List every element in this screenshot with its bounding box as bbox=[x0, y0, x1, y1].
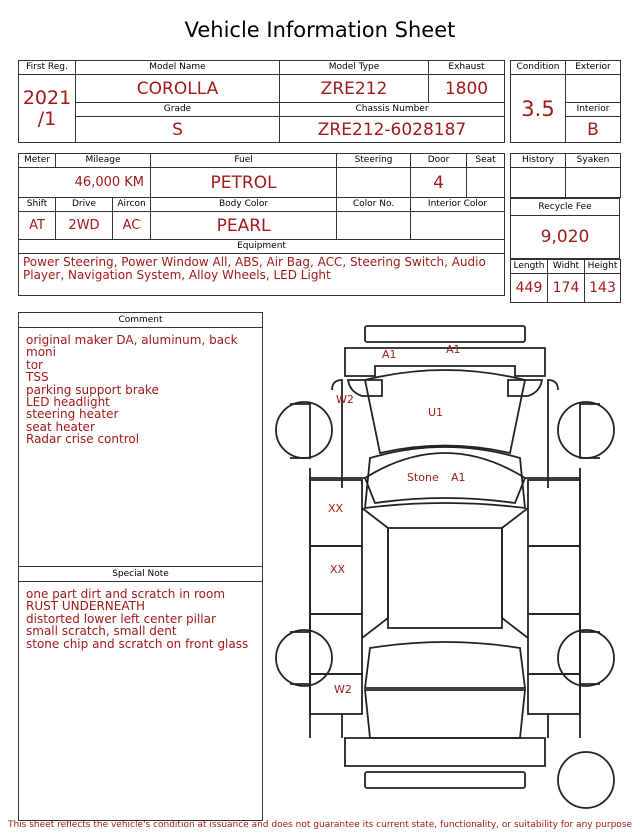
body-sides bbox=[310, 468, 580, 738]
damage-mark-glass-stone: Stone bbox=[407, 471, 439, 484]
rear-window bbox=[365, 642, 525, 688]
left-side-windows bbox=[362, 508, 388, 638]
damage-mark-door-1: XX bbox=[328, 502, 344, 515]
right-side-windows bbox=[502, 508, 528, 638]
left-front-door bbox=[310, 546, 362, 614]
grade-value: S bbox=[76, 117, 280, 143]
damage-mark-door-2: XX bbox=[330, 563, 346, 576]
comment-line: parking support brake bbox=[26, 382, 159, 397]
comment-header: Comment bbox=[19, 313, 262, 328]
recycle-value: 9,020 bbox=[511, 216, 620, 259]
first-reg-label: First Reg. bbox=[19, 61, 76, 75]
special-note-line: RUST UNDERNEATH bbox=[26, 599, 145, 614]
front-left-wheel bbox=[276, 402, 332, 458]
car-diagram bbox=[270, 318, 620, 818]
front-right-wheel bbox=[558, 402, 614, 458]
front-bumper bbox=[345, 348, 545, 376]
right-rear-quarter bbox=[528, 674, 580, 714]
comment-line: LED headlight bbox=[26, 395, 110, 410]
comment-line: seat heater bbox=[26, 419, 95, 434]
damage-mark-w2-rear: W2 bbox=[334, 683, 352, 696]
body-color-label: Body Color bbox=[151, 198, 337, 212]
seat-value bbox=[467, 168, 505, 198]
mileage-label: Mileage bbox=[56, 154, 151, 168]
length-label: Length bbox=[511, 260, 548, 274]
left-rear-door bbox=[310, 614, 362, 674]
door-value: 4 bbox=[411, 168, 467, 198]
special-note-line: one part dirt and scratch in room bbox=[26, 587, 226, 601]
rear-right-wheel bbox=[558, 630, 614, 686]
steering-label: Steering bbox=[337, 154, 411, 168]
condition-table bbox=[510, 60, 621, 143]
syaken-label: Syaken bbox=[566, 154, 621, 168]
fuel-label: Fuel bbox=[151, 154, 337, 168]
length-value: 449 bbox=[511, 274, 548, 303]
rear-wheel-arches bbox=[290, 632, 600, 684]
front-bumper-top bbox=[365, 326, 525, 342]
condition-label: Condition bbox=[511, 61, 566, 75]
comment-line: original maker DA, aluminum, back moni bbox=[26, 333, 238, 360]
condition-value: 3.5 bbox=[511, 75, 566, 143]
comment-line: tor bbox=[26, 357, 43, 372]
interior-value: B bbox=[566, 117, 621, 143]
recycle-label: Recycle Fee bbox=[511, 199, 620, 216]
comment-line: TSS bbox=[26, 370, 49, 385]
model-type-value: ZRE212 bbox=[280, 75, 429, 103]
aircon-label: Aircon bbox=[113, 198, 151, 212]
color-no-label: Color No. bbox=[337, 198, 411, 212]
width-value: 174 bbox=[548, 274, 585, 303]
comment-lines bbox=[19, 328, 262, 446]
right-front-door bbox=[528, 546, 580, 614]
interior-label: Interior bbox=[566, 103, 621, 117]
front-wheel-arches bbox=[290, 404, 600, 458]
equipment-label: Equipment bbox=[19, 240, 505, 254]
first-reg-value bbox=[19, 75, 76, 143]
height-value: 143 bbox=[585, 274, 621, 303]
model-type-label: Model Type bbox=[280, 61, 429, 75]
exhaust-value: 1800 bbox=[429, 75, 505, 103]
steering-value bbox=[337, 168, 411, 198]
rear-bumper-bottom bbox=[365, 772, 525, 788]
first-reg-month: /1 bbox=[37, 107, 57, 130]
aircon-value: AC bbox=[113, 212, 151, 240]
damage-mark-hood: U1 bbox=[428, 406, 444, 419]
rear-bumper bbox=[345, 738, 545, 766]
hood bbox=[365, 370, 525, 453]
comment-line: steering heater bbox=[26, 407, 119, 422]
comment-box bbox=[18, 312, 263, 567]
exterior-value bbox=[566, 75, 621, 103]
equipment-value: Power Steering, Power Window All, ABS, Air Bag, ACC, Steering Switch, Audio Player, Navigation System, Alloy Wheels, LED Light bbox=[19, 254, 505, 296]
damage-mark-front-right: A1 bbox=[446, 343, 461, 356]
page-title: Vehicle Information Sheet bbox=[184, 18, 456, 42]
height-label: Height bbox=[585, 260, 621, 274]
history-table bbox=[510, 153, 621, 198]
disclaimer-footer: This sheet reflects the vehicle's condition at issuance and does not guarantee its current state, functionality, or suitability for any purpose bbox=[7, 820, 633, 830]
windshield-top bbox=[365, 453, 525, 503]
body-color-value: PEARL bbox=[151, 212, 337, 240]
exhaust-label: Exhaust bbox=[429, 61, 505, 75]
right-front-door-panel bbox=[528, 480, 580, 546]
grade-label: Grade bbox=[76, 103, 280, 117]
interior-color-label: Interior Color bbox=[411, 198, 505, 212]
damage-mark-w2-front: W2 bbox=[336, 393, 354, 406]
special-note-line: small scratch, small dent bbox=[26, 624, 177, 639]
trunk bbox=[365, 690, 525, 738]
fuel-value: PETROL bbox=[151, 168, 337, 198]
comment-line: Radar crise control bbox=[26, 432, 140, 447]
spare-wheel bbox=[558, 752, 614, 808]
roof bbox=[388, 528, 502, 628]
shift-value: AT bbox=[19, 212, 56, 240]
mid-info-table bbox=[18, 153, 505, 296]
seat-label: Seat bbox=[467, 154, 505, 168]
recycle-table bbox=[510, 198, 620, 259]
special-note-header: Special Note bbox=[19, 567, 262, 582]
shift-label: Shift bbox=[19, 198, 56, 212]
special-note-line: distorted lower left center pillar bbox=[26, 611, 216, 626]
special-note-lines bbox=[19, 582, 262, 650]
history-value bbox=[511, 168, 566, 198]
history-label: History bbox=[511, 154, 566, 168]
right-rear-door bbox=[528, 614, 580, 674]
interior-color-value bbox=[411, 212, 505, 240]
drive-value: 2WD bbox=[56, 212, 113, 240]
color-no-value bbox=[337, 212, 411, 240]
rear-fenders bbox=[342, 714, 548, 738]
syaken-value bbox=[566, 168, 621, 198]
exterior-label: Exterior bbox=[566, 61, 621, 75]
damage-mark-glass-a1: A1 bbox=[451, 471, 466, 484]
dimensions-table bbox=[510, 259, 621, 303]
damage-mark-front-left: A1 bbox=[382, 348, 397, 361]
first-reg-year: 2021 bbox=[22, 86, 72, 109]
model-name-value: COROLLA bbox=[76, 75, 280, 103]
top-info-table bbox=[18, 60, 505, 143]
meter-label: Meter bbox=[19, 154, 56, 168]
width-label: Widht bbox=[548, 260, 585, 274]
door-label: Door bbox=[411, 154, 467, 168]
chassis-value: ZRE212-6028187 bbox=[280, 117, 505, 143]
special-note-line: stone chip and scratch on front glass bbox=[26, 636, 249, 651]
chassis-label: Chassis Number bbox=[280, 103, 505, 117]
model-name-label: Model Name bbox=[76, 61, 280, 75]
drive-label: Drive bbox=[56, 198, 113, 212]
rear-left-wheel bbox=[276, 630, 332, 686]
special-note-box bbox=[18, 566, 263, 821]
mileage-value: 46,000 KM bbox=[19, 168, 151, 198]
